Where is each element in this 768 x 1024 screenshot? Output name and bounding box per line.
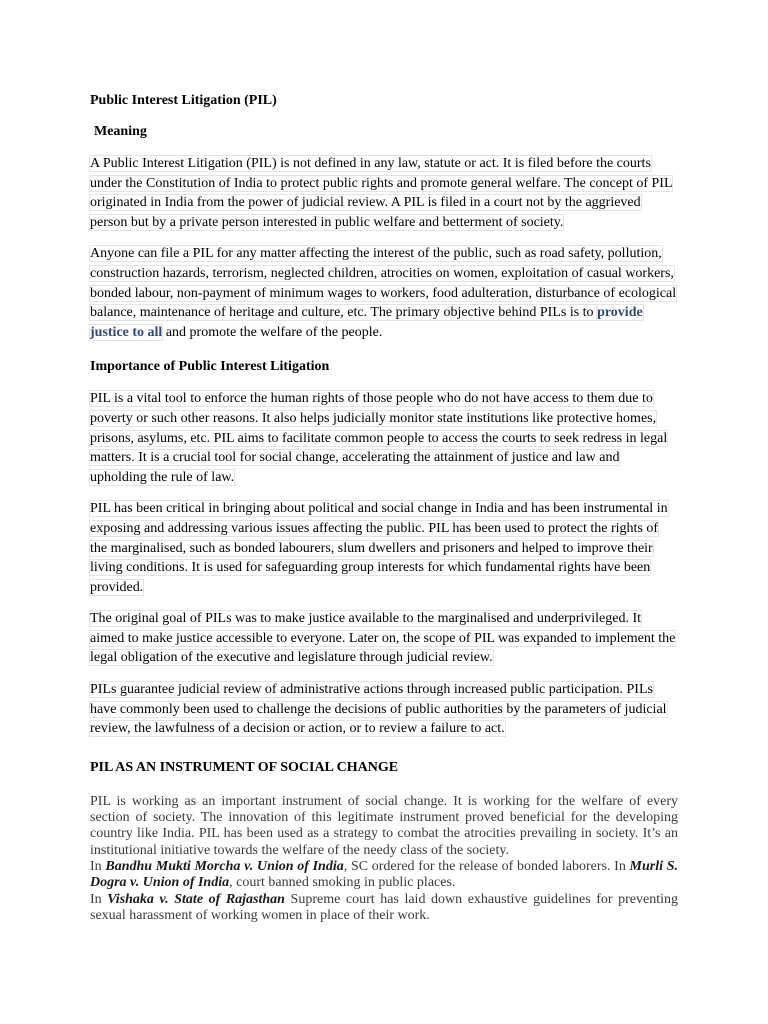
provide-justice-link[interactable]: provide justice to all <box>90 305 643 340</box>
meaning-heading: Meaning <box>94 124 147 139</box>
meaning-paragraph-1 <box>90 154 678 232</box>
meaning-paragraph-2 <box>90 244 678 342</box>
case3-name: Vishaka v. State of Rajasthan <box>107 891 285 907</box>
case1-mid: , SC ordered for the release of bonded laborers. In <box>343 859 630 875</box>
case3-after: Supreme court has laid down exhaustive guidelines for preventing sexual harassment of working women in place of their work. <box>90 891 679 923</box>
case1-prefix: In <box>90 859 106 875</box>
importance-heading: Importance of Public Interest Litigation <box>90 359 330 375</box>
case-paragraph-1 <box>90 859 678 892</box>
case2-after: , court banned smoking in public places. <box>229 875 456 891</box>
case-paragraph-2 <box>90 892 678 925</box>
importance-paragraph-2-text: PIL has been critical in bringing about political and social change in India and has been instrumental in exposing and addressing various issues affecting the public. PIL has been used to protect the rights of the marginalised, such as bonded labourers, slum dwellers and prisoners and helped to improve their living conditions. It is used for safeguarding group interests for which fundamental rights have been provided. <box>90 501 668 595</box>
instrument-paragraph: PIL is working as an important instrument of social change. It is working for the welfare of every section of society. The innovation of this legitimate instrument proved beneficial for the developing country like India. PIL has been used as a strategy to combat the atrocities prevailing in society. It’s an institutional initiative towards the welfare of the needy class of the society. <box>90 793 678 858</box>
case1-name: Bandhu Mukti Morcha v. Union of India <box>105 859 344 875</box>
case2-name: Murli S. Dogra v. Union of India <box>90 859 678 891</box>
instrument-heading: PIL AS AN INSTRUMENT OF SOCIAL CHANGE <box>90 759 399 775</box>
meaning-paragraph-1-text: A Public Interest Litigation (PIL) is not defined in any law, statute or act. It is filed before the courts under the Constitution of India to protect public rights and promote general welfare. The concept of PIL originated in India from the power of judicial review. A PIL is filed in a court not by the aggrieved person but by a private person interested in public welfare and betterment of society. <box>90 156 672 230</box>
meaning-paragraph-2-tail: and promote the welfare of the people. <box>162 324 383 340</box>
importance-paragraph-3 <box>90 609 678 668</box>
importance-paragraph-1-text: PIL is a vital tool to enforce the human rights of those people who do not have access to them due to poverty or such other reasons. It also helps judicially monitor state institutions like protective homes, prisons, asylums, etc. PIL aims to facilitate common people to access the courts to seek redress in legal matters. It is a crucial tool for social change, accelerating the attainment of justice and law and upholding the rule of law. <box>90 391 668 485</box>
importance-paragraph-2 <box>90 499 678 597</box>
meaning-paragraph-2-text: Anyone can file a PIL for any matter affecting the interest of the public, such as road safety, pollution, construction hazards, terrorism, neglected children, atrocities on women, exploitation of casual workers, bonded labour, non-payment of minimum wages to workers, food adulteration, disturbance of ecological balance, maintenance of heritage and culture, etc. The primary objective behind PILs is to <box>90 246 677 321</box>
importance-paragraph-3-text: The original goal of PILs was to make justice available to the marginalised and underprivileged. It aimed to make justice accessible to everyone. Later on, the scope of PIL was expanded to implement the legal obligation of the executive and legislature through judicial review. <box>90 611 676 666</box>
importance-paragraph-4 <box>90 680 678 739</box>
importance-paragraph-4-text: PILs guarantee judicial review of administrative actions through increased public participation. PILs have commonly been used to challenge the decisions of public authorities by the parameters of judicial review, the lawfulness of a decision or action, or to review a failure to act. <box>90 682 667 737</box>
document-page <box>90 92 678 924</box>
importance-paragraph-1 <box>90 389 678 487</box>
document-title: Public Interest Litigation (PIL) <box>90 93 277 108</box>
case3-prefix: In <box>90 891 108 907</box>
